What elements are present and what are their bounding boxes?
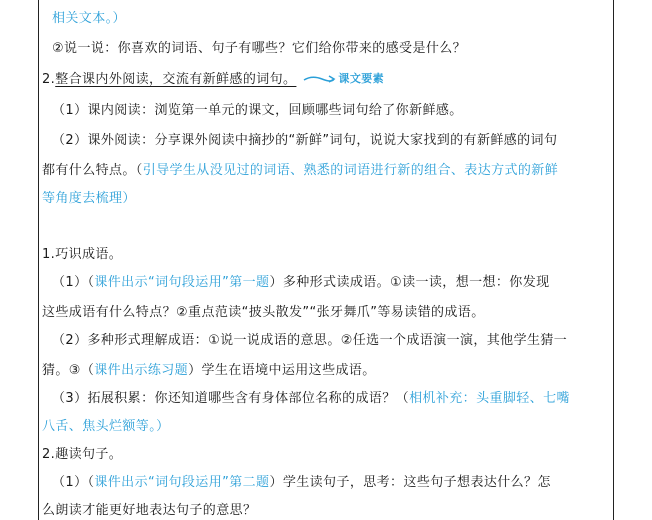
text-segment: （1）（	[52, 475, 95, 490]
text-segment: ）学生读句子，思考：这些句子想表达什么？怎	[269, 475, 551, 490]
arrow-icon	[302, 73, 336, 85]
line-related-text: 相关文本。）	[52, 11, 126, 26]
line-guess	[42, 362, 376, 380]
line-say-favorite: ②说一说：你喜欢的词语、句子有哪些？它们给你带来的感受是什么？	[52, 41, 467, 56]
line-sort-angles: 等角度去梳理）	[42, 191, 136, 206]
item-number: 2.	[42, 71, 56, 87]
line-features	[42, 162, 558, 180]
line-read-idioms	[52, 274, 550, 292]
text-segment: ）多种形式读成语。①读一读，想一想：你发现	[269, 275, 550, 290]
courseware-note: 课件出示“词句段运用”第二题	[94, 475, 270, 490]
courseware-note: 课件出示练习题	[94, 363, 189, 378]
text-segment: ）学生在语境中运用这些成语。	[188, 363, 376, 378]
line-integrate-reading	[42, 70, 384, 89]
annotation-label: 课文要素	[338, 72, 385, 85]
line-examples: 八舌、焦头烂额等。）	[42, 419, 170, 434]
line-in-class-reading: （1）课内阅读：浏览第一单元的课文，回顾哪些词句给了你新鲜感。	[52, 103, 463, 118]
line-extend	[52, 390, 570, 408]
text-segment: （1）（	[52, 275, 95, 290]
line-how-read: 么朗读才能更好地表达句子的意思？	[42, 503, 257, 518]
guidance-note: 引导学生从没见过的词语、熟悉的词语进行新的组合、表达方式的新鲜	[142, 163, 559, 178]
courseware-note: 课件出示“词句段运用”第一题	[94, 275, 270, 290]
text-segment: （3）拓展积累：你还知道哪些含有身体部位名称的成语？（	[52, 391, 410, 406]
line-understand-idioms: （2）多种形式理解成语：①说一说成语的意思。②任选一个成语演一演，其他学生猜一	[52, 333, 568, 348]
text-segment: 猜。③（	[42, 363, 95, 378]
line-read-sentences	[52, 474, 551, 492]
annotation-arrow	[302, 70, 384, 89]
line-extra-reading: （2）课外阅读：分享课外阅读中摘抄的“新鲜”词句，说说大家找到的有新鲜感的词句	[52, 133, 558, 148]
line-sentences-title: 2.趣读句子。	[42, 447, 123, 462]
text-segment: 都有什么特点。（	[42, 163, 143, 178]
line-idioms-title: 1.巧识成语。	[42, 247, 123, 262]
supplement-note: 相机补充：头重脚轻、七嘴	[409, 391, 570, 406]
item-title: 整合课内外阅读，交流有新鲜感的词句。	[55, 71, 297, 87]
line-idiom-features: 这些成语有什么特点？②重点范读“披头散发”“张牙舞爪”等易读错的成语。	[42, 305, 485, 320]
